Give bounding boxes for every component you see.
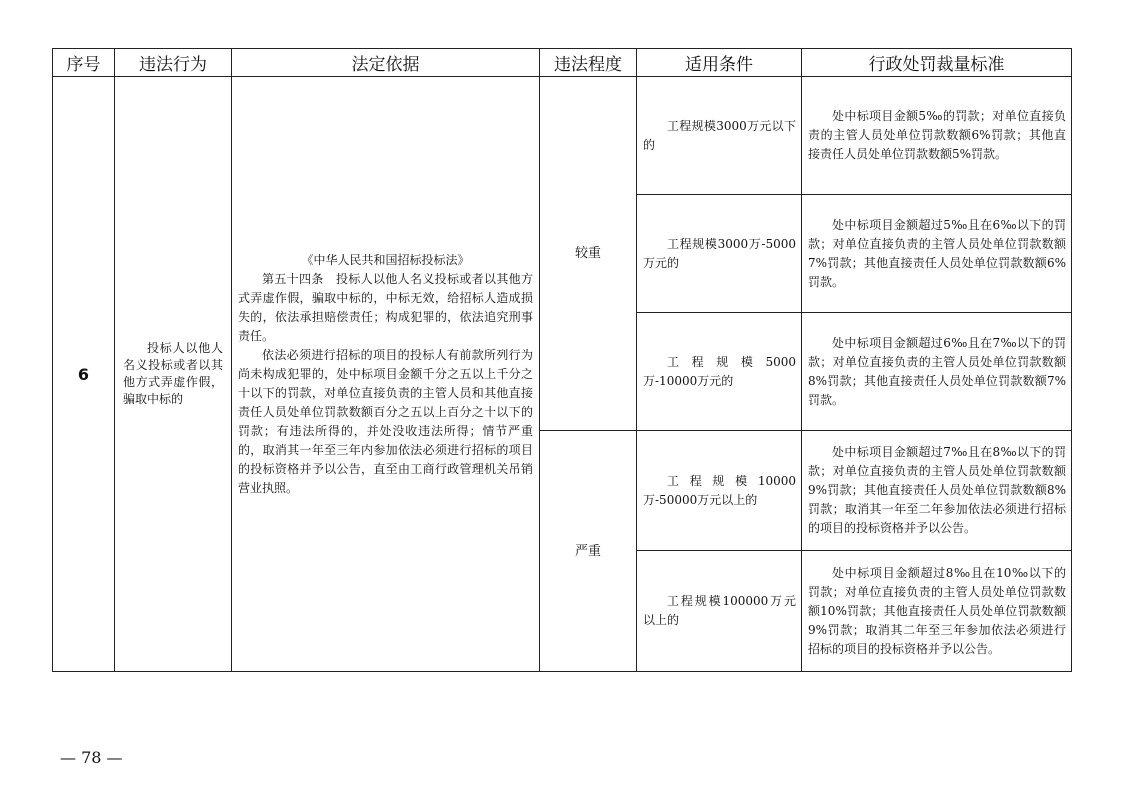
law-title: 《中华人民共和国招标投标法》: [301, 252, 470, 267]
degree-serious: 较重: [540, 77, 637, 431]
standard-cell: 处中标项目金额5‰的罚款；对单位直接负责的主管人员处单位罚款数额6%罚款；其他直接责任人员处单位罚款数额5%罚款。: [802, 77, 1072, 195]
violation-cell: 投标人以他人名义投标或者以其他方式弄虚作假，骗取中标的: [115, 77, 232, 672]
condition-cell: 工程规模10000万-50000万元以上的: [637, 431, 802, 551]
standard-cell: 处中标项目金额超过8‰且在10‰以下的罚款；对单位直接负责的主管人员处单位罚款数额10%罚款；其他直接责任人员处单位罚款数额9%罚款；取消其二年至三年参加依法必须进行招标的项目的投标资格并予以公告。: [802, 551, 1072, 672]
condition-cell: 工程规模3000万元以下的: [637, 77, 802, 195]
basis-paragraph-1: 第五十四条 投标人以他人名义投标或者以其他方式弄虚作假，骗取中标的，中标无效，给招标人造成损失的，依法承担赔偿责任；构成犯罪的，依法追究刑事责任。: [238, 271, 533, 343]
condition-cell: 工程规模5000万-10000万元的: [637, 313, 802, 431]
standard-cell: 处中标项目金额超过7‰且在8‰以下的罚款；对单位直接负责的主管人员处单位罚款数额9%罚款；其他直接责任人员处单位罚款数额8%罚款；取消其一年至二年参加依法必须进行招标的项目的投标资格并予以公告。: [802, 431, 1072, 551]
condition-cell: 工程规模100000万元以上的: [637, 551, 802, 672]
standard-cell: 处中标项目金额超过5‰且在6‰以下的罚款；对单位直接负责的主管人员处单位罚款数额7%罚款；其他直接责任人员处单位罚款数额6%罚款。: [802, 195, 1072, 313]
standard-cell: 处中标项目金额超过6‰且在7‰以下的罚款；对单位直接负责的主管人员处单位罚款数额8%罚款；其他直接责任人员处单位罚款数额7%罚款。: [802, 313, 1072, 431]
row-number: 6: [53, 77, 115, 672]
header-row: [53, 49, 1072, 77]
header-number: 序号: [53, 49, 115, 77]
degree-severe: 严重: [540, 431, 637, 672]
condition-cell: 工程规模3000万-5000万元的: [637, 195, 802, 313]
penalty-table: [52, 48, 1072, 672]
header-standard: 行政处罚裁量标准: [802, 49, 1072, 77]
page-number: — 78 —: [60, 748, 123, 767]
table-row: [53, 77, 1072, 195]
header-condition: 适用条件: [637, 49, 802, 77]
legal-basis-cell: [232, 77, 540, 672]
header-legal-basis: 法定依据: [232, 49, 540, 77]
header-degree: 违法程度: [540, 49, 637, 77]
header-violation: 违法行为: [115, 49, 232, 77]
basis-paragraph-2: 依法必须进行招标的项目的投标人有前款所列行为尚未构成犯罪的，处中标项目金额千分之五以上千分之十以下的罚款，对单位直接负责的主管人员和其他直接责任人员处单位罚款数额百分之五以上百分之十以下的罚款；有违法所得的，并处没收违法所得；情节严重的，取消其一年至三年内参加依法必须进行招标的项目的投标资格并予以公告，直至由工商行政管理机关吊销营业执照。: [238, 347, 533, 495]
